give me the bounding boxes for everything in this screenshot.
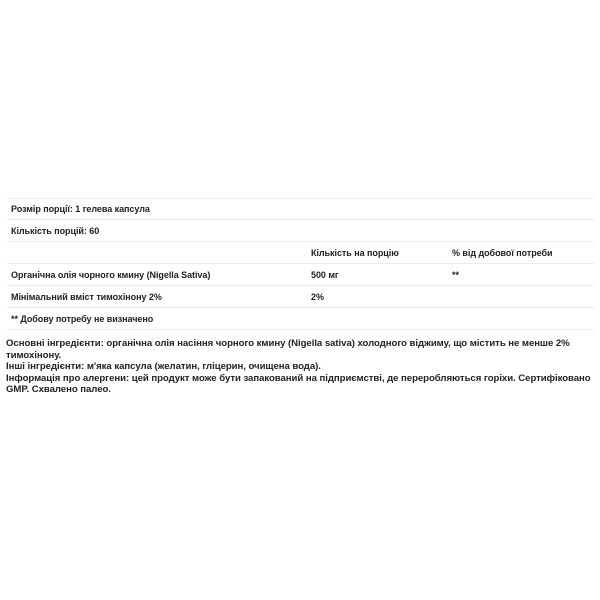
serving-size: Розмір порції: 1 гелева капсула xyxy=(11,204,150,214)
footnote: ** Добову потребу не визначено xyxy=(11,313,154,324)
allergen-info: Інформація про алергени: цей продукт може бути запакований на підприємстві, де переробляються горіхи. Сертифіковано GMP. Схвалено палео. xyxy=(6,372,591,396)
main-ingredients: Основні інгредієнти: органічна олія насіння чорного кмину (Nigella sativa) холодного віджиму, що містить не менше 2% тимохінону. xyxy=(6,338,570,361)
serving-size-row xyxy=(7,198,594,219)
ingredient-amount: 2% xyxy=(311,291,324,302)
servings-count: Кількість порцій: 60 xyxy=(11,225,100,236)
table-row xyxy=(7,263,594,285)
header-amount: Кількість на порцію xyxy=(311,247,399,258)
servings-count-row xyxy=(7,219,594,241)
ingredient-name: Органічна олія чорного кмину (Nigella Sativa) xyxy=(11,269,211,280)
product-info xyxy=(6,338,594,396)
other-ingredients: Інші інгредієнти: м'яка капсула (желатин, гліцерин, очищена вода). xyxy=(6,361,321,373)
ingredient-amount: 500 мг xyxy=(311,269,339,280)
header-daily-value: % від добової потреби xyxy=(452,247,553,258)
supplement-facts-table xyxy=(7,198,594,330)
ingredient-name: Мінімальний вміст тимохінону 2% xyxy=(11,291,162,302)
table-row xyxy=(7,285,594,307)
footnote-row xyxy=(7,307,594,330)
ingredient-daily-value: ** xyxy=(452,269,459,280)
table-header-row xyxy=(7,241,594,263)
